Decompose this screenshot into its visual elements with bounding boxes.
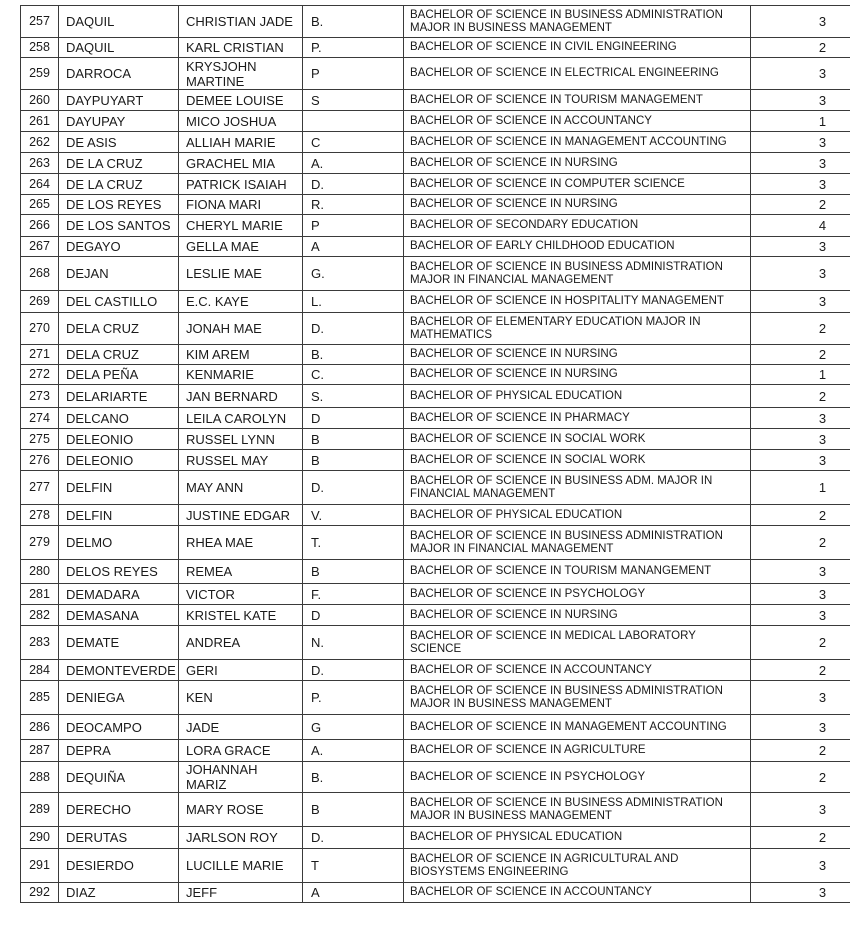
first-name: CHERYL MARIE	[179, 215, 303, 237]
last-name: DEMADARA	[59, 584, 179, 605]
row-number: 267	[21, 237, 59, 257]
first-name: GRACHEL MIA	[179, 153, 303, 174]
year-level: 4	[751, 215, 850, 237]
year-level: 3	[751, 132, 850, 153]
table-row	[21, 715, 850, 740]
table-row	[21, 291, 850, 313]
course-name: BACHELOR OF SCIENCE IN ACCOUNTANCY	[404, 883, 751, 903]
table-row	[21, 883, 850, 903]
year-level: 3	[751, 849, 850, 883]
first-name: VICTOR	[179, 584, 303, 605]
course-name: BACHELOR OF SCIENCE IN NURSING	[404, 195, 751, 215]
row-number: 257	[21, 6, 59, 38]
row-number: 291	[21, 849, 59, 883]
row-number: 275	[21, 429, 59, 450]
year-level: 1	[751, 365, 850, 385]
year-level: 2	[751, 195, 850, 215]
table-row	[21, 90, 850, 111]
row-number: 268	[21, 257, 59, 291]
course-name: BACHELOR OF EARLY CHILDHOOD EDUCATION	[404, 237, 751, 257]
student-roster-table	[20, 5, 850, 903]
course-name: BACHELOR OF SCIENCE IN PSYCHOLOGY	[404, 584, 751, 605]
course-name: BACHELOR OF SCIENCE IN NURSING	[404, 153, 751, 174]
first-name: REMEA	[179, 560, 303, 584]
first-name: MICO JOSHUA	[179, 111, 303, 132]
first-name: JEFF	[179, 883, 303, 903]
first-name: ANDREA	[179, 626, 303, 660]
course-name: BACHELOR OF SCIENCE IN BUSINESS ADMINISTRATION MAJOR IN FINANCIAL MANAGEMENT	[404, 257, 751, 291]
first-name: LEILA CAROLYN	[179, 408, 303, 429]
row-number: 270	[21, 313, 59, 345]
row-number: 261	[21, 111, 59, 132]
course-name: BACHELOR OF SECONDARY EDUCATION	[404, 215, 751, 237]
first-name: JAN BERNARD	[179, 385, 303, 408]
year-level: 3	[751, 681, 850, 715]
first-name: KRYSJOHN MARTINE	[179, 58, 303, 90]
last-name: DE ASIS	[59, 132, 179, 153]
last-name: DENIEGA	[59, 681, 179, 715]
first-name: PATRICK ISAIAH	[179, 174, 303, 195]
year-level: 2	[751, 313, 850, 345]
last-name: DE LA CRUZ	[59, 153, 179, 174]
year-level: 3	[751, 153, 850, 174]
first-name: ALLIAH MARIE	[179, 132, 303, 153]
last-name: DIAZ	[59, 883, 179, 903]
table-row	[21, 174, 850, 195]
last-name: DEOCAMPO	[59, 715, 179, 740]
first-name: JUSTINE EDGAR	[179, 505, 303, 526]
year-level: 3	[751, 291, 850, 313]
last-name: DEPRA	[59, 740, 179, 762]
course-name: BACHELOR OF SCIENCE IN TOURISM MANAGEMENT	[404, 90, 751, 111]
row-number: 288	[21, 762, 59, 793]
table-row	[21, 385, 850, 408]
course-name: BACHELOR OF SCIENCE IN AGRICULTURAL AND BIOSYSTEMS ENGINEERING	[404, 849, 751, 883]
year-level: 1	[751, 471, 850, 505]
first-name: KRISTEL KATE	[179, 605, 303, 626]
year-level: 3	[751, 429, 850, 450]
last-name: DEGAYO	[59, 237, 179, 257]
course-name: BACHELOR OF SCIENCE IN SOCIAL WORK	[404, 450, 751, 471]
middle-initial: A	[303, 883, 404, 903]
middle-initial: B	[303, 560, 404, 584]
first-name: RUSSEL MAY	[179, 450, 303, 471]
middle-initial: L.	[303, 291, 404, 313]
row-number: 262	[21, 132, 59, 153]
first-name: JADE	[179, 715, 303, 740]
row-number: 286	[21, 715, 59, 740]
row-number: 289	[21, 793, 59, 827]
table-row	[21, 762, 850, 793]
table-row	[21, 365, 850, 385]
table-row	[21, 153, 850, 174]
middle-initial: B.	[303, 762, 404, 793]
course-name: BACHELOR OF SCIENCE IN MEDICAL LABORATORY SCIENCE	[404, 626, 751, 660]
table-row	[21, 505, 850, 526]
year-level: 3	[751, 793, 850, 827]
first-name: MARY ROSE	[179, 793, 303, 827]
row-number: 266	[21, 215, 59, 237]
last-name: DARROCA	[59, 58, 179, 90]
middle-initial: T	[303, 849, 404, 883]
course-name: BACHELOR OF SCIENCE IN NURSING	[404, 605, 751, 626]
middle-initial: C.	[303, 365, 404, 385]
middle-initial: P.	[303, 681, 404, 715]
row-number: 264	[21, 174, 59, 195]
course-name: BACHELOR OF SCIENCE IN MANAGEMENT ACCOUNTING	[404, 132, 751, 153]
year-level: 3	[751, 715, 850, 740]
year-level: 2	[751, 660, 850, 681]
table-row	[21, 584, 850, 605]
table-row	[21, 827, 850, 849]
first-name: LESLIE MAE	[179, 257, 303, 291]
middle-initial: D	[303, 408, 404, 429]
year-level: 2	[751, 505, 850, 526]
first-name: JONAH MAE	[179, 313, 303, 345]
year-level: 3	[751, 237, 850, 257]
year-level: 2	[751, 827, 850, 849]
first-name: LUCILLE MARIE	[179, 849, 303, 883]
course-name: BACHELOR OF SCIENCE IN HOSPITALITY MANAGEMENT	[404, 291, 751, 313]
first-name: JOHANNAH MARIZ	[179, 762, 303, 793]
row-number: 278	[21, 505, 59, 526]
middle-initial: S	[303, 90, 404, 111]
year-level: 2	[751, 740, 850, 762]
course-name: BACHELOR OF SCIENCE IN MANAGEMENT ACCOUNTING	[404, 715, 751, 740]
table-row	[21, 313, 850, 345]
table-row	[21, 345, 850, 365]
row-number: 283	[21, 626, 59, 660]
row-number: 277	[21, 471, 59, 505]
course-name: BACHELOR OF SCIENCE IN AGRICULTURE	[404, 740, 751, 762]
row-number: 284	[21, 660, 59, 681]
row-number: 260	[21, 90, 59, 111]
table-row	[21, 681, 850, 715]
middle-initial: A.	[303, 740, 404, 762]
course-name: BACHELOR OF SCIENCE IN BUSINESS ADMINISTRATION MAJOR IN BUSINESS MANAGEMENT	[404, 6, 751, 38]
row-number: 265	[21, 195, 59, 215]
middle-initial: R.	[303, 195, 404, 215]
row-number: 290	[21, 827, 59, 849]
middle-initial: B	[303, 429, 404, 450]
last-name: DERECHO	[59, 793, 179, 827]
table-row	[21, 471, 850, 505]
first-name: DEMEE LOUISE	[179, 90, 303, 111]
last-name: DELARIARTE	[59, 385, 179, 408]
last-name: DELEONIO	[59, 450, 179, 471]
row-number: 280	[21, 560, 59, 584]
row-number: 263	[21, 153, 59, 174]
middle-initial: F.	[303, 584, 404, 605]
course-name: BACHELOR OF ELEMENTARY EDUCATION MAJOR IN MATHEMATICS	[404, 313, 751, 345]
table-row	[21, 626, 850, 660]
table-row	[21, 605, 850, 626]
course-name: BACHELOR OF PHYSICAL EDUCATION	[404, 385, 751, 408]
middle-initial: V.	[303, 505, 404, 526]
last-name: DEMONTEVERDE	[59, 660, 179, 681]
first-name: MAY ANN	[179, 471, 303, 505]
year-level: 3	[751, 450, 850, 471]
year-level: 3	[751, 560, 850, 584]
year-level: 2	[751, 385, 850, 408]
first-name: LORA GRACE	[179, 740, 303, 762]
course-name: BACHELOR OF SCIENCE IN ACCOUNTANCY	[404, 660, 751, 681]
middle-initial: D.	[303, 471, 404, 505]
last-name: DEJAN	[59, 257, 179, 291]
row-number: 259	[21, 58, 59, 90]
row-number: 271	[21, 345, 59, 365]
course-name: BACHELOR OF SCIENCE IN COMPUTER SCIENCE	[404, 174, 751, 195]
course-name: BACHELOR OF SCIENCE IN ELECTRICAL ENGINEERING	[404, 58, 751, 90]
first-name: GERI	[179, 660, 303, 681]
year-level: 3	[751, 174, 850, 195]
first-name: FIONA MARI	[179, 195, 303, 215]
last-name: DE LOS SANTOS	[59, 215, 179, 237]
table-row	[21, 450, 850, 471]
year-level: 2	[751, 345, 850, 365]
course-name: BACHELOR OF SCIENCE IN CIVIL ENGINEERING	[404, 38, 751, 58]
middle-initial: G	[303, 715, 404, 740]
middle-initial: A	[303, 237, 404, 257]
year-level: 3	[751, 90, 850, 111]
first-name: KIM AREM	[179, 345, 303, 365]
table-row	[21, 793, 850, 827]
row-number: 276	[21, 450, 59, 471]
middle-initial: C	[303, 132, 404, 153]
table-row	[21, 660, 850, 681]
year-level: 2	[751, 626, 850, 660]
course-name: BACHELOR OF SCIENCE IN BUSINESS ADM. MAJOR IN FINANCIAL MANAGEMENT	[404, 471, 751, 505]
last-name: DELEONIO	[59, 429, 179, 450]
year-level: 3	[751, 584, 850, 605]
course-name: BACHELOR OF SCIENCE IN PSYCHOLOGY	[404, 762, 751, 793]
table-row	[21, 195, 850, 215]
first-name: CHRISTIAN JADE	[179, 6, 303, 38]
last-name: DEMASANA	[59, 605, 179, 626]
middle-initial: P.	[303, 38, 404, 58]
row-number: 269	[21, 291, 59, 313]
last-name: DESIERDO	[59, 849, 179, 883]
last-name: DELA CRUZ	[59, 345, 179, 365]
year-level: 3	[751, 605, 850, 626]
last-name: DERUTAS	[59, 827, 179, 849]
row-number: 273	[21, 385, 59, 408]
table-row	[21, 58, 850, 90]
row-number: 272	[21, 365, 59, 385]
last-name: DAYUPAY	[59, 111, 179, 132]
last-name: DE LA CRUZ	[59, 174, 179, 195]
course-name: BACHELOR OF SCIENCE IN PHARMACY	[404, 408, 751, 429]
course-name: BACHELOR OF PHYSICAL EDUCATION	[404, 505, 751, 526]
course-name: BACHELOR OF SCIENCE IN ACCOUNTANCY	[404, 111, 751, 132]
year-level: 3	[751, 58, 850, 90]
first-name: E.C. KAYE	[179, 291, 303, 313]
last-name: DELA CRUZ	[59, 313, 179, 345]
last-name: DELCANO	[59, 408, 179, 429]
year-level: 3	[751, 408, 850, 429]
middle-initial: T.	[303, 526, 404, 560]
last-name: DEMATE	[59, 626, 179, 660]
roster-body	[21, 6, 850, 903]
row-number: 274	[21, 408, 59, 429]
middle-initial: D.	[303, 313, 404, 345]
table-row	[21, 408, 850, 429]
first-name: KARL CRISTIAN	[179, 38, 303, 58]
first-name: KEN	[179, 681, 303, 715]
row-number: 282	[21, 605, 59, 626]
first-name: KENMARIE	[179, 365, 303, 385]
first-name: RUSSEL LYNN	[179, 429, 303, 450]
year-level: 3	[751, 257, 850, 291]
table-row	[21, 132, 850, 153]
middle-initial: B	[303, 450, 404, 471]
middle-initial: A.	[303, 153, 404, 174]
table-row	[21, 215, 850, 237]
first-name: GELLA MAE	[179, 237, 303, 257]
last-name: DELFIN	[59, 471, 179, 505]
year-level: 1	[751, 111, 850, 132]
course-name: BACHELOR OF SCIENCE IN SOCIAL WORK	[404, 429, 751, 450]
table-row	[21, 740, 850, 762]
first-name: RHEA MAE	[179, 526, 303, 560]
course-name: BACHELOR OF SCIENCE IN NURSING	[404, 365, 751, 385]
table-row	[21, 237, 850, 257]
first-name: JARLSON ROY	[179, 827, 303, 849]
middle-initial: D.	[303, 174, 404, 195]
row-number: 285	[21, 681, 59, 715]
middle-initial: D.	[303, 827, 404, 849]
last-name: DELOS REYES	[59, 560, 179, 584]
row-number: 279	[21, 526, 59, 560]
year-level: 2	[751, 38, 850, 58]
table-row	[21, 6, 850, 38]
last-name: DEQUIÑA	[59, 762, 179, 793]
middle-initial: S.	[303, 385, 404, 408]
last-name: DE LOS REYES	[59, 195, 179, 215]
middle-initial	[303, 111, 404, 132]
year-level: 2	[751, 526, 850, 560]
last-name: DELMO	[59, 526, 179, 560]
last-name: DAYPUYART	[59, 90, 179, 111]
middle-initial: P	[303, 58, 404, 90]
middle-initial: P	[303, 215, 404, 237]
row-number: 287	[21, 740, 59, 762]
table-row	[21, 429, 850, 450]
last-name: DELA PEÑA	[59, 365, 179, 385]
last-name: DELFIN	[59, 505, 179, 526]
table-row	[21, 526, 850, 560]
middle-initial: B.	[303, 6, 404, 38]
row-number: 292	[21, 883, 59, 903]
roster-page	[20, 5, 827, 903]
last-name: DAQUIL	[59, 38, 179, 58]
course-name: BACHELOR OF SCIENCE IN BUSINESS ADMINISTRATION MAJOR IN FINANCIAL MANAGEMENT	[404, 526, 751, 560]
year-level: 2	[751, 762, 850, 793]
course-name: BACHELOR OF SCIENCE IN NURSING	[404, 345, 751, 365]
middle-initial: B	[303, 793, 404, 827]
middle-initial: D	[303, 605, 404, 626]
year-level: 3	[751, 6, 850, 38]
middle-initial: D.	[303, 660, 404, 681]
year-level: 3	[751, 883, 850, 903]
table-row	[21, 111, 850, 132]
table-row	[21, 38, 850, 58]
course-name: BACHELOR OF SCIENCE IN BUSINESS ADMINISTRATION MAJOR IN BUSINESS MANAGEMENT	[404, 681, 751, 715]
table-row	[21, 849, 850, 883]
row-number: 258	[21, 38, 59, 58]
middle-initial: G.	[303, 257, 404, 291]
last-name: DEL CASTILLO	[59, 291, 179, 313]
middle-initial: B.	[303, 345, 404, 365]
table-row	[21, 257, 850, 291]
middle-initial: N.	[303, 626, 404, 660]
course-name: BACHELOR OF PHYSICAL EDUCATION	[404, 827, 751, 849]
table-row	[21, 560, 850, 584]
course-name: BACHELOR OF SCIENCE IN BUSINESS ADMINISTRATION MAJOR IN BUSINESS MANAGEMENT	[404, 793, 751, 827]
course-name: BACHELOR OF SCIENCE IN TOURISM MANANGEMENT	[404, 560, 751, 584]
last-name: DAQUIL	[59, 6, 179, 38]
row-number: 281	[21, 584, 59, 605]
